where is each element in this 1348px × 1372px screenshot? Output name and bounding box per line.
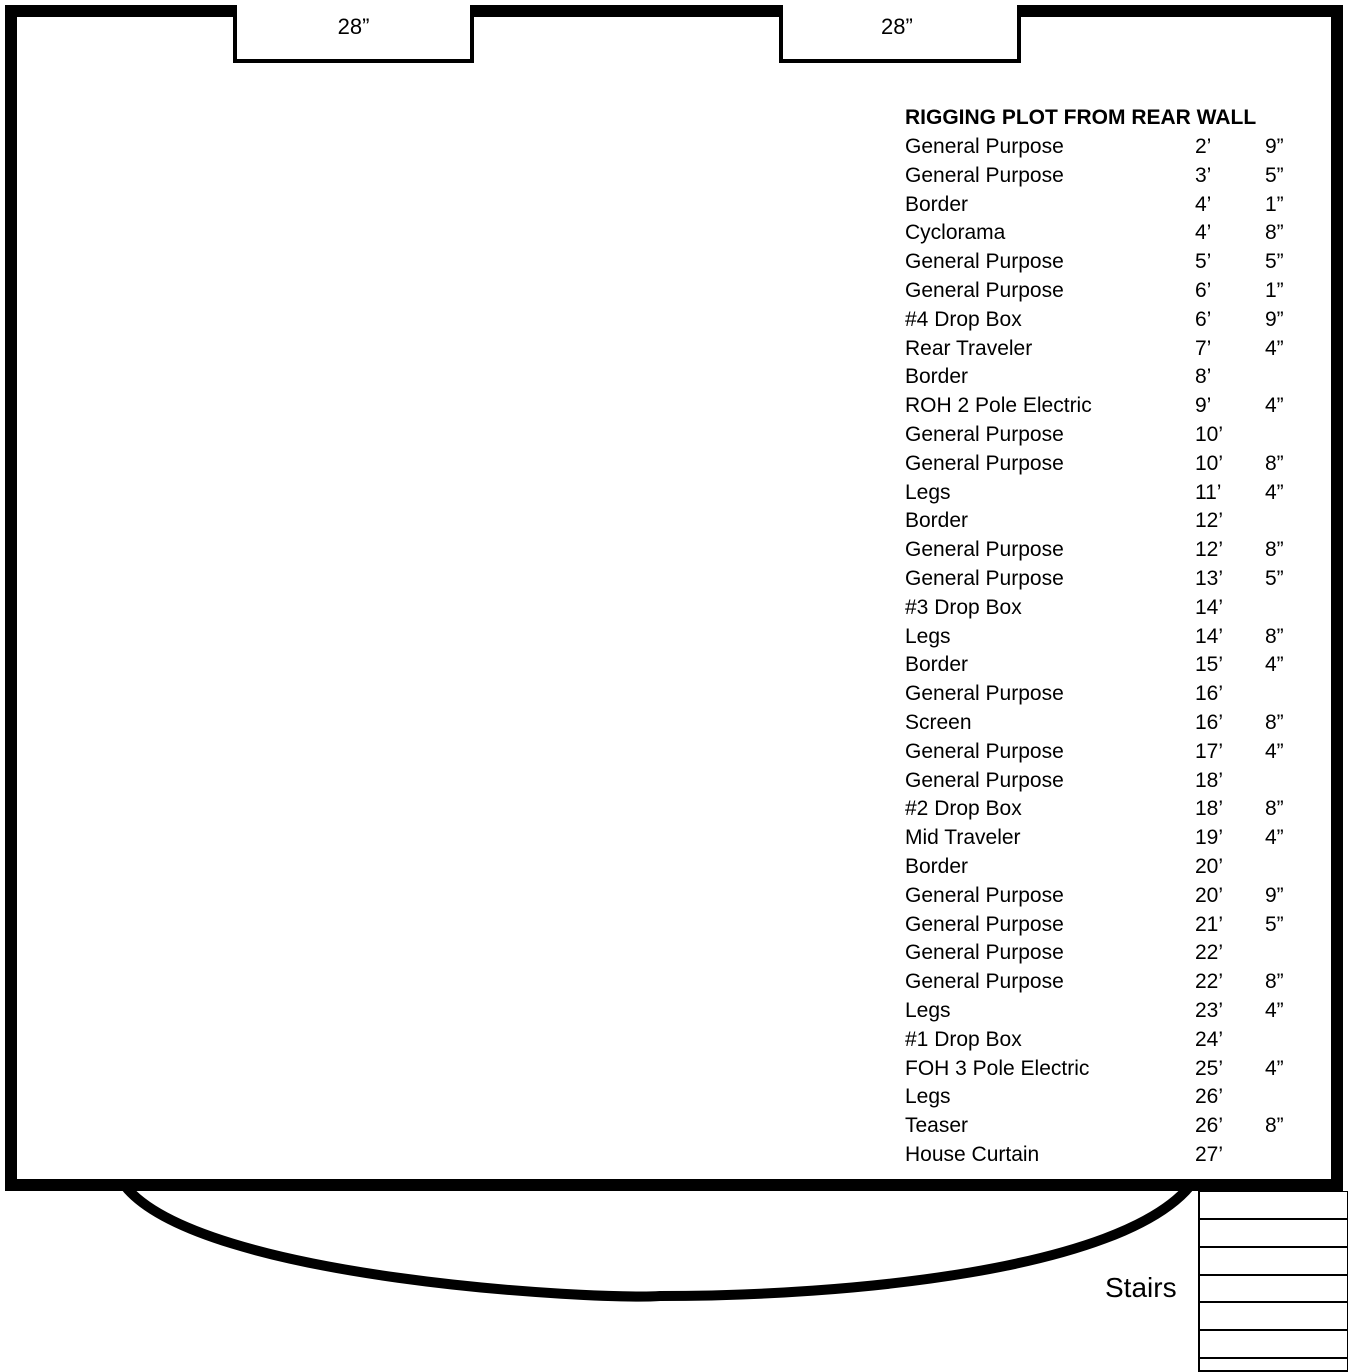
rigging-row	[905, 968, 1284, 997]
rigging-row	[905, 306, 1284, 335]
rigging-row-name: #4 Drop Box	[905, 307, 1022, 331]
rigging-row-name: ROH 2 Pole Electric	[905, 394, 1092, 418]
rigging-row-feet: 22’	[1195, 970, 1224, 994]
rigging-row-inches: 9”	[1265, 883, 1284, 907]
rigging-row	[905, 651, 1284, 680]
rigging-row	[905, 536, 1284, 565]
rigging-row-feet: 23’	[1195, 998, 1224, 1022]
rigging-row-inches: 5”	[1265, 566, 1284, 590]
rigging-row-inches: 4”	[1265, 998, 1284, 1022]
rigging-row-feet: 5’	[1195, 250, 1212, 274]
rigging-row-feet: 10’	[1195, 451, 1224, 475]
rigging-row-feet: 9’	[1195, 394, 1212, 418]
rigging-row-feet: 8’	[1195, 365, 1212, 389]
rigging-row-name: Legs	[905, 624, 951, 648]
rigging-row-feet: 27’	[1195, 1142, 1224, 1166]
rigging-row	[905, 162, 1284, 191]
rigging-row-feet: 20’	[1195, 883, 1224, 907]
rigging-row-feet: 22’	[1195, 941, 1224, 965]
rigging-row-inches: 8”	[1265, 451, 1284, 475]
rigging-row	[905, 738, 1284, 767]
rigging-row-inches: 4”	[1265, 826, 1284, 850]
rigging-row	[905, 623, 1284, 652]
rigging-row	[905, 882, 1284, 911]
rigging-row	[905, 565, 1284, 594]
rigging-row-feet: 11’	[1195, 480, 1222, 504]
rigging-row-name: Border	[905, 192, 969, 216]
rigging-row-name: Mid Traveler	[905, 826, 1021, 850]
rigging-row	[905, 1026, 1256, 1055]
rigging-row	[905, 507, 1256, 536]
rigging-row-feet: 7’	[1195, 336, 1212, 360]
rigging-row-feet: 4’	[1195, 192, 1212, 216]
rigging-row-name: Cyclorama	[905, 221, 1006, 245]
rigging-row-feet: 21’	[1195, 912, 1224, 936]
rigging-row-name: General Purpose	[905, 538, 1064, 562]
rigging-row-name: General Purpose	[905, 739, 1064, 763]
rigging-row-inches: 5”	[1265, 250, 1284, 274]
rigging-row-name: Border	[905, 365, 969, 389]
rigging-row-inches: 9”	[1265, 135, 1284, 158]
rigging-row	[905, 1141, 1256, 1170]
rigging-row-feet: 18’	[1195, 768, 1224, 792]
rigging-row-inches: 4”	[1265, 480, 1284, 504]
rigging-row-name: General Purpose	[905, 682, 1064, 706]
rigging-plot-title: RIGGING PLOT FROM REAR WALL	[905, 106, 1257, 129]
rigging-row	[905, 594, 1256, 623]
rigging-row-name: General Purpose	[905, 883, 1064, 907]
rigging-row	[905, 767, 1256, 796]
rigging-row-inches: 8”	[1265, 538, 1284, 562]
rigging-row-feet: 12’	[1195, 538, 1224, 562]
rigging-row-name: Border	[905, 509, 969, 533]
rigging-row	[905, 997, 1284, 1026]
rigging-row-name: #1 Drop Box	[905, 1027, 1022, 1051]
rigging-row	[905, 363, 1256, 392]
rigging-row-inches: 8”	[1265, 1114, 1284, 1138]
rigging-row-name: General Purpose	[905, 422, 1064, 446]
rigging-row-feet: 14’	[1195, 624, 1224, 648]
rigging-row-name: General Purpose	[905, 135, 1064, 158]
rigging-row-inches: 9”	[1265, 307, 1284, 331]
rigging-row-name: General Purpose	[905, 941, 1064, 965]
rear-door-left-label: 28”	[337, 14, 370, 39]
rigging-row-inches: 8”	[1265, 710, 1284, 734]
rear-door-right-label: 28”	[881, 14, 913, 39]
rigging-row-inches: 8”	[1265, 221, 1284, 245]
rigging-row	[905, 219, 1284, 248]
rigging-row	[905, 824, 1284, 853]
rigging-row	[905, 709, 1284, 738]
rigging-row-feet: 18’	[1195, 797, 1224, 821]
rigging-row	[905, 277, 1284, 306]
rigging-row-inches: 1”	[1265, 278, 1284, 302]
rigging-row-feet: 10’	[1195, 422, 1224, 446]
rigging-row	[905, 1055, 1284, 1084]
rigging-row-inches: 8”	[1265, 797, 1284, 821]
rigging-row-inches: 8”	[1265, 624, 1284, 648]
rigging-row-inches: 4”	[1265, 1056, 1284, 1080]
rigging-row-name: Rear Traveler	[905, 336, 1033, 360]
rigging-row-inches: 8”	[1265, 970, 1284, 994]
rigging-row-feet: 13’	[1195, 566, 1224, 590]
rigging-row-name: Teaser	[905, 1114, 969, 1138]
rigging-row-feet: 14’	[1195, 595, 1224, 619]
rigging-row-feet: 12’	[1195, 509, 1224, 533]
rigging-row-inches: 4”	[1265, 739, 1284, 763]
rigging-row	[905, 939, 1256, 968]
rigging-row-feet: 4’	[1195, 221, 1212, 245]
rigging-row-feet: 20’	[1195, 854, 1224, 878]
rigging-row-inches: 5”	[1265, 163, 1284, 187]
rigging-plot-rows	[905, 133, 1284, 1170]
rigging-row	[905, 421, 1256, 450]
rigging-row	[905, 133, 1284, 162]
rigging-row-feet: 15’	[1195, 653, 1224, 677]
rigging-row-feet: 6’	[1195, 278, 1212, 302]
rigging-row-name: #3 Drop Box	[905, 595, 1022, 619]
stairs	[1198, 1191, 1348, 1372]
rigging-row	[905, 680, 1256, 709]
rigging-plot	[905, 105, 1284, 1170]
rigging-row-name: Border	[905, 653, 969, 677]
rigging-row-inches: 4”	[1265, 336, 1284, 360]
rigging-row	[905, 853, 1256, 882]
rigging-row-name: General Purpose	[905, 912, 1064, 936]
rigging-row-name: Screen	[905, 710, 972, 734]
rigging-row-feet: 16’	[1195, 682, 1224, 706]
rigging-row	[905, 392, 1284, 421]
rigging-row-name: House Curtain	[905, 1142, 1040, 1166]
rigging-row-feet: 6’	[1195, 307, 1212, 331]
rigging-row	[905, 911, 1284, 940]
rigging-row-name: Legs	[905, 998, 951, 1022]
rigging-row	[905, 479, 1284, 508]
rigging-row-inches: 1”	[1265, 192, 1284, 216]
rigging-row-inches: 4”	[1265, 394, 1284, 418]
rigging-row-feet: 17’	[1195, 739, 1224, 763]
rigging-row-name: General Purpose	[905, 278, 1064, 302]
rigging-row-feet: 25’	[1195, 1056, 1224, 1080]
rigging-row-name: General Purpose	[905, 768, 1064, 792]
stairs-label: Stairs	[1105, 1272, 1177, 1303]
rigging-row	[905, 1112, 1284, 1141]
rigging-row	[905, 248, 1284, 277]
rigging-row-feet: 2’	[1195, 135, 1212, 158]
rigging-row	[905, 450, 1284, 479]
rigging-row-feet: 3’	[1195, 163, 1212, 187]
rigging-row-feet: 24’	[1195, 1027, 1224, 1051]
rigging-row	[905, 191, 1284, 220]
rigging-row-name: General Purpose	[905, 451, 1064, 475]
rigging-row-name: General Purpose	[905, 970, 1064, 994]
rigging-row-inches: 5”	[1265, 912, 1284, 936]
rigging-row	[905, 1083, 1256, 1112]
rigging-row-feet: 26’	[1195, 1114, 1224, 1138]
rigging-row-name: General Purpose	[905, 566, 1064, 590]
rigging-row-inches: 4”	[1265, 653, 1284, 677]
rigging-row-feet: 19’	[1195, 826, 1224, 850]
rigging-row-name: General Purpose	[905, 250, 1064, 274]
rigging-row-name: FOH 3 Pole Electric	[905, 1056, 1090, 1080]
rigging-row-name: Border	[905, 854, 969, 878]
rigging-row-name: General Purpose	[905, 163, 1064, 187]
rigging-row-name: Legs	[905, 480, 951, 504]
rigging-row	[905, 795, 1284, 824]
rigging-row-name: Legs	[905, 1085, 951, 1109]
rigging-row-feet: 16’	[1195, 710, 1224, 734]
rigging-row-feet: 26’	[1195, 1085, 1224, 1109]
rigging-row-name: #2 Drop Box	[905, 797, 1022, 821]
rigging-row	[905, 335, 1284, 364]
